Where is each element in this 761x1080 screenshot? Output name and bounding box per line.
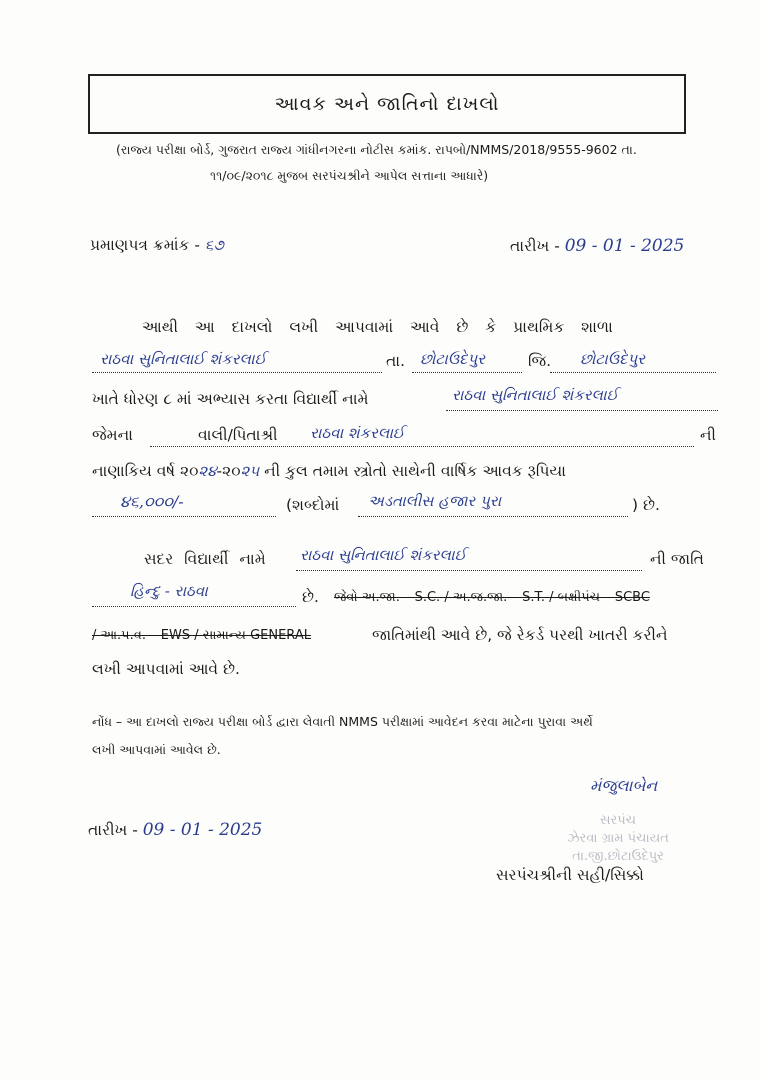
para2-line-3-rest: જાતિમાંથી આવે છે, જે રેકર્ડ પરથી ખાતરી કરીને xyxy=(372,626,668,644)
che-label: ) છે. xyxy=(632,496,660,514)
document-title xyxy=(88,74,686,134)
footer-date xyxy=(88,820,262,840)
ni-label: ની xyxy=(700,426,716,444)
stamp-line-3: તા.જી.છોટાઉદેપુર xyxy=(572,849,664,864)
para1-line-3: ખાતે ધોરણ ૮ માં અભ્યાસ કરતા વિદ્યાર્થી નામે xyxy=(92,390,369,408)
student-name-handwritten: રાઠવા સુનિતાલાઈ શંકરલાઈ xyxy=(452,386,619,404)
category-options-line-2: જેવો અ.જા. – S.C. / અ.જ.જા. – S.T. / બક્ષીપંચ – SCBC xyxy=(334,590,650,605)
certificate-date-label: તારીખ - xyxy=(510,237,560,255)
guardian-label: વાલી/પિતાશ્રી xyxy=(198,426,278,444)
para2-line-1: સદર વિદ્યાર્થી નામે xyxy=(144,550,266,568)
amount-in-words-handwritten: અડતાલીસ હજાર પુરા xyxy=(368,492,502,510)
certificate-date xyxy=(510,236,684,256)
guardian-dotted-line xyxy=(150,446,694,447)
school-dotted-line xyxy=(92,372,382,373)
district-label: જિ. xyxy=(528,352,552,370)
caste-dotted-line xyxy=(92,606,296,607)
amount-handwritten: ૪૬,૦૦૦/- xyxy=(120,492,184,511)
taluka-handwritten: છોટાઉદેપુર xyxy=(420,350,485,368)
footer-date-label: તારીખ - xyxy=(88,821,138,839)
ni-jati-label: ની જાતિ xyxy=(650,550,704,568)
sarpanch-sign-label: સરપંચશ્રીની સહી/સિક્કો xyxy=(496,866,644,884)
financial-year-label: નાણાકિય વર્ષ ૨૦ xyxy=(92,462,199,480)
financial-year-separator: -૨૦ xyxy=(216,462,241,480)
school-name-handwritten: રાઠવા સુનિતાલાઈ શંકરલાઈ xyxy=(100,350,267,368)
para2-student-dotted-line xyxy=(296,570,642,571)
para2-student-handwritten: રાઠવા સુનિતાલાઈ શંકરલાઈ xyxy=(300,546,467,564)
year-2-handwritten: ૨૫ xyxy=(240,462,260,480)
footer-date-value: 09 - 01 - 2025 xyxy=(142,820,263,840)
student-dotted-line xyxy=(446,410,718,411)
title-text: આવક અને જાતિનો દાખલો xyxy=(274,93,500,115)
words-dotted-line xyxy=(358,516,628,517)
taluka-dotted-line xyxy=(412,372,522,373)
certificate-number-value: ૬૭ xyxy=(204,236,224,254)
caste-handwritten: હિન્દુ - રાઠવા xyxy=(130,582,208,600)
income-text: ની કુલ તમામ સ્ત્રોતો સાથેની વાર્ષિક આવક રૂપિયા xyxy=(264,462,566,480)
district-dotted-line xyxy=(550,372,716,373)
para1-line-1: આથી આ દાખલો લખી આપવામાં આવે છે કે પ્રાથમિક શાળા xyxy=(142,318,613,336)
district-handwritten: છોટાઉદેપુર xyxy=(580,350,645,368)
guardian-name-handwritten: રાઠવા શંકરલાઈ xyxy=(310,424,405,442)
subtitle-line-2: ૧૧/૦૯/૨૦૧૮ મુજબ સરપંચશ્રીને આપેલ સત્તાના આધારે) xyxy=(210,168,489,183)
certificate-number-label: પ્રમાણપત્ર ક્રમાંક - xyxy=(90,236,200,254)
official-stamp xyxy=(548,812,688,872)
amount-dotted-line xyxy=(92,516,276,517)
taluka-label: તા. xyxy=(386,352,406,370)
para1-line-5 xyxy=(92,462,566,481)
year-1-handwritten: ૨૪ xyxy=(198,462,217,480)
jemna-label: જેમના xyxy=(92,426,133,444)
note-line-1: નોંધ – આ દાખલો રાજ્ય પરીક્ષા બોર્ડ દ્વારા લેવાતી NMMS પરીક્ષામાં આવેદન કરવા માટેના પુરાવા અર્થે xyxy=(92,714,593,729)
certificate-number xyxy=(90,236,224,255)
para2-line-4: લખી આપવામાં આવે છે. xyxy=(92,660,240,678)
certificate-date-value: 09 - 01 - 2025 xyxy=(564,236,685,256)
words-label: (શબ્દોમાં xyxy=(286,496,340,514)
subtitle-line-1: (રાજ્ય પરીક્ષા બોર્ડ, ગુજરાત રાજ્ય ગાંધીનગરના નોટીસ કમાંક. રાપબો/NMMS/2018/9555-9602 તા. xyxy=(116,142,637,157)
stamp-line-2: ઝેરવા ગ્રામ પંચાયત xyxy=(567,831,669,846)
category-options-line-3: / આ.પ.વ. – EWS / સામાન્ય GENERAL xyxy=(92,628,311,643)
para2-che: છે. xyxy=(302,588,319,606)
note-line-2: લખી આપવામાં આવેલ છે. xyxy=(92,742,221,757)
signature-handwritten: મંજુલાબેન xyxy=(590,776,658,795)
stamp-line-1: સરપંચ xyxy=(599,813,637,828)
